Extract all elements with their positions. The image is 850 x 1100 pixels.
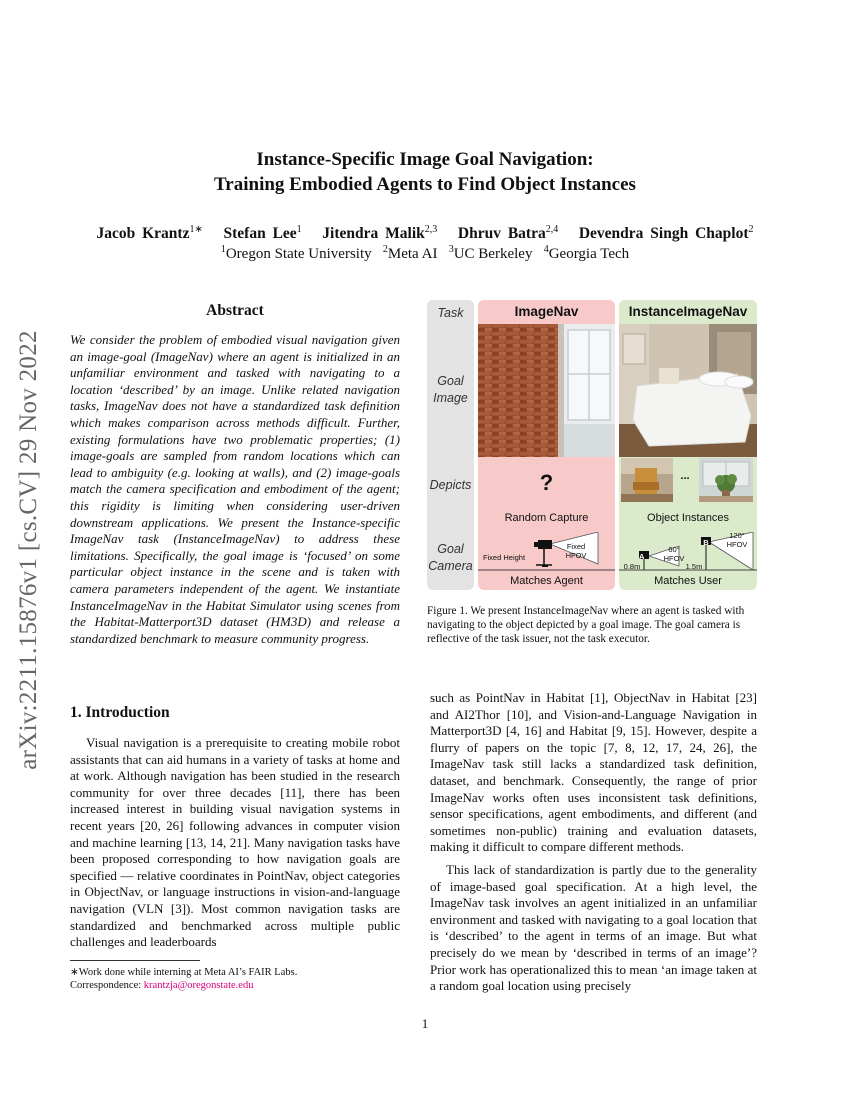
matches-agent-label: Matches Agent <box>510 575 583 587</box>
fixed-height-label: Fixed Height <box>482 553 526 562</box>
figure-caption: Figure 1. We present InstanceImageNav where an agent is tasked with navigating to the object depicted by a goal image. The goal camera is reflective of the task issuer, not the task executor. <box>427 605 745 645</box>
intro-paragraph: Visual navigation is a prerequisite to creating mobile robot assistants that can aid humans in a variety of tasks at home and at work. Although navigation has been studied in the research community for over three decades [11], there has been increased interest in building visual navigation systems in recent years [20, 26] following advances in computer vision and machine learning [13, 14, 21]. Many navigation tasks have been proposed corresponding to how navigation goals are specified — relative coordinates in PointNav, object categories in ObjectNav, or language instructions in vision-and-language navigation (VLN [3]). Most common navigation tasks are standardized and benchmarked across multiple public challenges and leaderboards <box>70 735 400 950</box>
object-instances-label: Object Instances <box>647 512 729 524</box>
fixed-hfov-label: Fixed HFOV <box>565 542 587 560</box>
affiliations <box>0 244 850 263</box>
row-label-goal-camera: Goal Camera <box>428 542 473 573</box>
instanceimagenav-header: InstanceImageNav <box>628 304 748 319</box>
title-line-2: Training Embodied Agents to Find Object Instances <box>214 174 636 195</box>
bedroom-image <box>619 324 757 457</box>
brick-wall-image <box>478 324 615 457</box>
author: Jacob Krantz$^{1∗}$ <box>96 224 203 243</box>
arxiv-id: arXiv:2211.15876v1 [cs.CV] 29 Nov 2022 <box>15 330 42 770</box>
footnote-correspondence: Correspondence: krantzja@oregonstate.edu <box>70 980 254 991</box>
camera-a-label: A <box>639 552 645 561</box>
col2-paragraph-2: This lack of standardization is partly due to the generality of image-based goal specification. At a high level, the ImageNav task involves an agent initialized in an unfamiliar environment and tasked with navigating to a goal location that is ‘described’ to the agent in terms of an image. But what precisely do we mean by ‘described in terms of an image’? Prior work has operationalized this to mean ‘an image taken at a random goal location using precisely <box>430 861 757 994</box>
chair-instance-image <box>621 458 673 502</box>
row-label-task: Task <box>437 306 464 320</box>
more-instances-ellipsis: ... <box>680 470 690 482</box>
matches-user-label: Matches User <box>654 575 722 587</box>
imagenav-header: ImageNav <box>514 304 579 319</box>
page-number: 1 <box>421 1016 429 1031</box>
intro-continued <box>430 690 757 995</box>
arxiv-sidebar <box>5 300 53 800</box>
author: Stefan Lee$^1$ <box>223 224 302 243</box>
author-list <box>0 224 850 243</box>
author: Devendra Singh Chaplot$^2$ <box>578 224 754 243</box>
fixed-camera-diagram <box>478 532 615 572</box>
footnote <box>70 966 400 992</box>
abstract-text: We consider the problem of embodied visual navigation given an image-goal (ImageNav) where an agent is initialized in an unfamiliar environment and tasked with navigating to a location ‘described’ by an image. Unlike related navigation tasks, ImageNav does not have a standardized task definition which makes comparison across methods difficult. Further, existing formulations have two problematic properties; (1) image-goals are sampled from random locations which can lead to ambiguity (e.g. looking at walls), and (2) image-goals match the camera specification and embodiment of the agent; this rigidity is limiting when considering user-driven downstream applications. We present the Instance-specific ImageNav task (InstanceImageNav) to address these limitations. Specifically, the goal image is ‘focused’ on some particular object instance in the scene and is taken with camera parameters independent of the agent. We instantiate InstanceImageNav in the Habitat Simulator using scenes from the Habitat-Matterport3D dataset (HM3D) and release a standardized benchmark to measure community progress. <box>70 332 400 646</box>
plant-instance-image <box>699 458 753 502</box>
camera-b-hfov: 120° HFOV <box>726 531 748 549</box>
abstract-heading: Abstract <box>206 302 264 319</box>
col2-paragraph-1: such as PointNav in Habitat [1], ObjectNav in Habitat [23] and AI2Thor [10], and Vision-and-Language Navigation in Matterport3D [4, 16] and Habitat [9, 15]. However, despite a flurry of papers on the topic [7, 8, 12, 17, 24, 26], the ImageNav task still lacks a standardized task definition, dataset, and benchmark. Consequently, the range of prior ImageNav works often uses inconsistent task definitions, sensor specifications, agent embodiments, and different (and sometimes non-public) training and evaluation datasets, making it difficult to compare different methods. <box>430 690 757 855</box>
footnote-rule <box>70 960 200 961</box>
affiliation: $^4$Georgia Tech <box>543 244 630 262</box>
paper-title <box>0 147 850 197</box>
camera-b-height: 1.5m <box>685 562 703 571</box>
title-line-1: Instance-Specific Image Goal Navigation: <box>256 149 594 170</box>
unknown-depiction: ? <box>539 470 554 495</box>
author: Dhruv Batra$^{2,4}$ <box>457 224 559 243</box>
affiliation: $^3$UC Berkeley <box>448 244 533 262</box>
footnote-work: ∗Work done while interning at Meta AI’s FAIR Labs. <box>70 967 298 978</box>
camera-b-label: B <box>703 538 709 547</box>
camera-a-height: 0.8m <box>623 562 641 571</box>
affiliation: $^1$Oregon State University <box>220 244 372 262</box>
row-label-depicts: Depicts <box>429 478 472 492</box>
camera-a-hfov: 60° HFOV <box>663 545 685 563</box>
figure-1 <box>427 300 759 596</box>
author: Jitendra Malik$^{2,3}$ <box>322 224 438 243</box>
random-capture-label: Random Capture <box>504 512 589 524</box>
intro-heading: 1. Introduction <box>70 704 170 721</box>
row-label-goal-image: Goal Image <box>433 374 468 405</box>
email-link[interactable]: krantzja@oregonstate.edu <box>143 980 254 991</box>
affiliation: $^2$Meta AI <box>382 244 438 262</box>
